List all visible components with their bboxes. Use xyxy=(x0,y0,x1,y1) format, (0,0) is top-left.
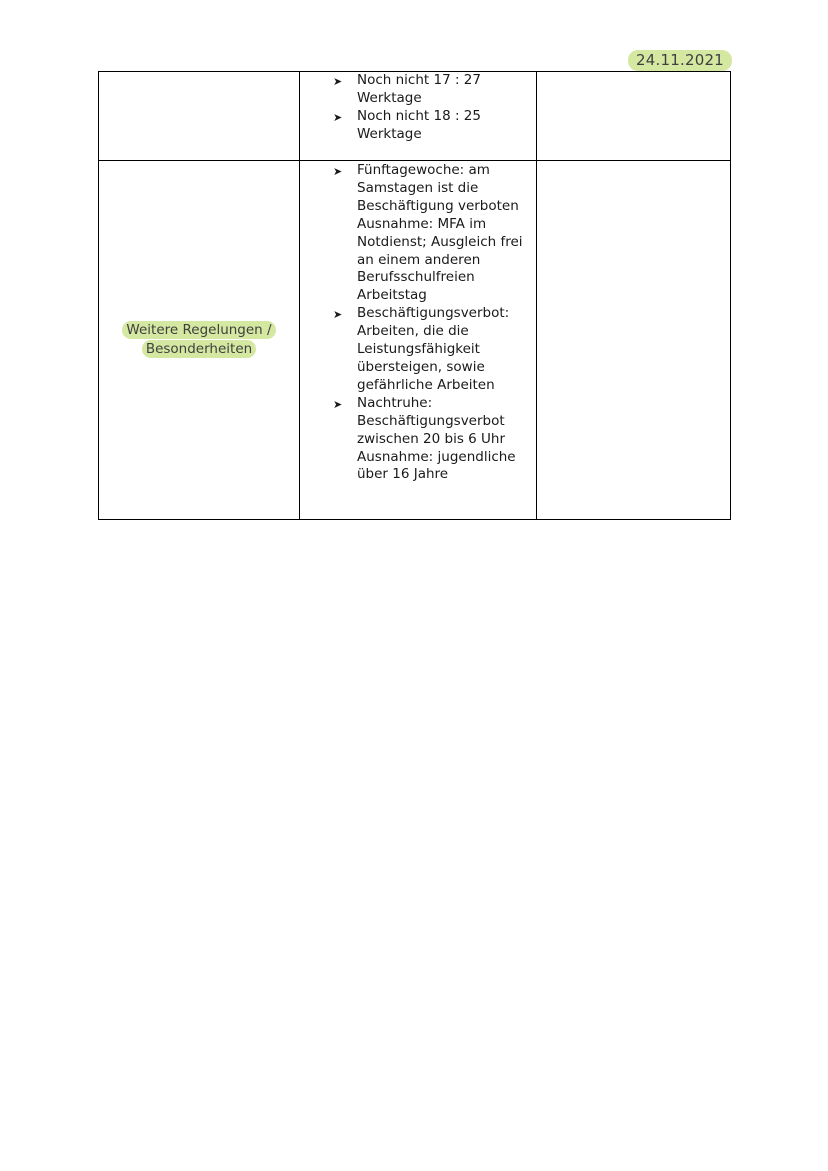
list-item-text: Noch nicht 18 : 25 Werktage xyxy=(357,107,481,142)
topic-label-line1: Weitere Regelungen / xyxy=(122,321,275,339)
details-cell xyxy=(300,72,537,161)
arrowhead-bullet-icon: ➤ xyxy=(333,110,343,124)
list-item-text: Nachtruhe: Beschäftigungsverbot zwischen 20 bis 6 Uhr Ausnahme: jugendliche über 16 Jahre xyxy=(357,394,516,483)
list-item-text: Fünftagewoche: am Samstagen ist die Beschäftigung verboten Ausnahme: MFA im Notdienst; Ausgleich frei an einem anderen Berufsschulfreien Arbeitstag xyxy=(357,162,523,304)
arrowhead-bullet-icon: ➤ xyxy=(333,308,343,322)
bullet-list xyxy=(300,161,536,484)
list-item-text: Noch nicht 17 : 27 Werktage xyxy=(357,72,481,106)
list-item xyxy=(300,72,536,108)
arrowhead-bullet-icon: ➤ xyxy=(333,397,343,411)
topic-cell xyxy=(99,72,300,161)
list-item xyxy=(300,162,536,305)
date-label: 24.11.2021 xyxy=(628,50,732,71)
list-item xyxy=(300,108,536,144)
table-row xyxy=(99,161,731,520)
regulations-table xyxy=(98,71,731,520)
bullet-list xyxy=(300,72,536,144)
list-item xyxy=(300,395,536,485)
list-item-text: Beschäftigungsverbot: Arbeiten, die die Leistungsfähigkeit übersteigen, sowie gefährliche Arbeiten xyxy=(357,305,510,393)
details-cell xyxy=(300,161,537,520)
list-item xyxy=(300,305,536,395)
topic-label-line2: Besonderheiten xyxy=(142,340,256,358)
notes-cell xyxy=(537,72,731,161)
arrowhead-bullet-icon: ➤ xyxy=(333,75,343,88)
notes-cell xyxy=(537,161,731,520)
table-row xyxy=(99,72,731,161)
arrowhead-bullet-icon: ➤ xyxy=(333,165,343,178)
topic-cell xyxy=(99,161,300,520)
